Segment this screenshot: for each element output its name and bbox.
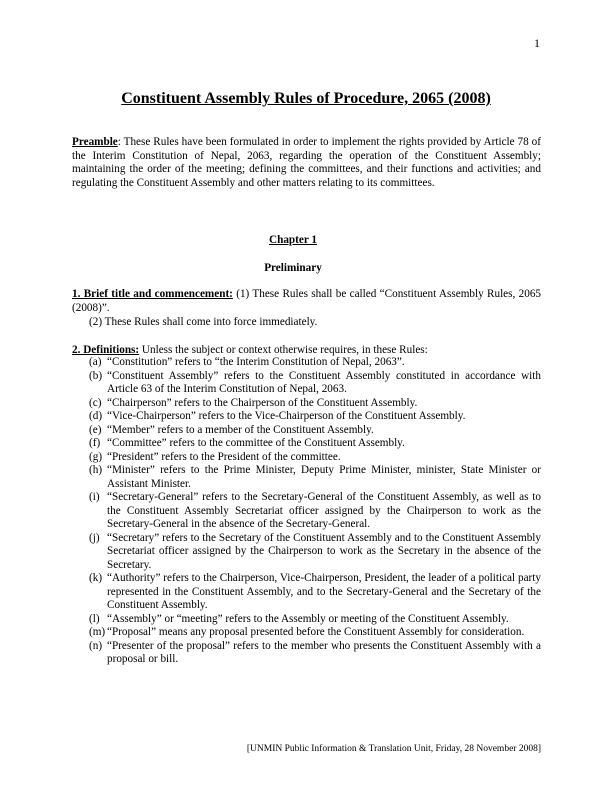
definition-label: (f): [89, 437, 101, 449]
definition-text: “Constitution” refers to “the Interim Constitution of Nepal, 2063”.: [107, 356, 405, 368]
section-1-paragraph: [72, 288, 541, 315]
page-number: 1: [534, 36, 540, 50]
definition-text: “Vice-Chairperson” refers to the Vice-Chairperson of the Constituent Assembly.: [107, 410, 466, 422]
preamble-label: Preamble: [72, 136, 118, 148]
definition-text: “Chairperson” refers to the Chairperson of the Constituent Assembly.: [107, 396, 418, 409]
section-2-intro-line: [72, 344, 541, 356]
definition-item: [89, 424, 541, 438]
definition-label: (m): [89, 626, 106, 638]
definition-text: “Member” refers to a member of the Constituent Assembly.: [107, 423, 374, 436]
definition-text: “Secretary” refers to the Secretary of the Constituent Assembly and to the Constituent Assembly Secretariat officer assigned by the Chairperson to work as the Secretary in the absence of the Secretary.: [107, 531, 541, 571]
definition-text: “Secretary-General” refers to the Secretary-General of the Constituent Assembly, as well as to the Constituent Assembly Secretariat officer assigned by the Chairperson to work as the Secretary-General in the absence of the Secretary-General.: [107, 491, 541, 530]
definition-item: [89, 491, 541, 532]
definition-item: [89, 437, 541, 451]
definition-item: [89, 640, 541, 667]
definition-text: “Presenter of the proposal” refers to the member who presents the Constituent Assembly with a proposal or bill.: [107, 639, 541, 665]
chapter-subheading: Preliminary: [264, 262, 322, 274]
definition-item: [89, 410, 541, 424]
section-1-subclause: (2) These Rules shall come into force immediately.: [89, 316, 318, 328]
definition-label: (k): [89, 572, 103, 584]
definition-text: “President” refers to the President of the committee.: [107, 450, 341, 463]
definition-text: “Proposal” means any proposal presented before the Constituent Assembly for consideration.: [107, 626, 525, 638]
definition-label: (a): [89, 356, 102, 368]
definition-text: “Committee” refers to the committee of the Constituent Assembly.: [107, 437, 405, 449]
section-2-heading: 2. Definitions:: [72, 344, 140, 356]
definition-item: [89, 397, 541, 411]
page-footer: [UNMIN Public Information & Translation Unit, Friday, 28 November 2008]: [246, 744, 541, 754]
definition-text: “Minister” refers to the Prime Minister, Deputy Prime Minister, minister, State Minister or Assistant Minister.: [107, 464, 541, 490]
chapter-heading: Chapter 1: [269, 234, 317, 246]
preamble-paragraph: [72, 136, 541, 190]
definition-item: [89, 613, 541, 627]
definition-text: “Constituent Assembly” refers to the Constituent Assembly constituted in accordance with Article 63 of the Interim Constitution of Nepal, 2063.: [107, 369, 541, 395]
definition-item: [89, 370, 541, 397]
definition-item: [89, 451, 541, 465]
definitions-list: [89, 356, 541, 667]
definition-item: [89, 356, 541, 370]
definition-text: “Authority” refers to the Chairperson, Vice-Chairperson, President, the leader of a political party represented in the Constituent Assembly, and to the Secretary-General and the Secretary of the Constituent Assembly.: [107, 572, 541, 611]
document-title: Constituent Assembly Rules of Procedure, 2065 (2008): [121, 90, 491, 107]
definition-label: (d): [89, 410, 103, 422]
definition-label: (b): [89, 369, 103, 382]
section-1-text: (1) These Rules shall be called “Constituent Assembly Rules, 2065 (2008)”.: [72, 288, 542, 314]
definition-label: (j): [89, 531, 100, 544]
preamble-text: : These Rules have been formulated in order to implement the rights provided by Article 78 of the Interim Constitution of Nepal, 2063, regarding the operation of the Constituent Assembly; maintaining the order of the meeting; defining the committees, and their functions and activities; and regulating the Constituent Assembly and other matters relating to its committees.: [72, 136, 541, 189]
definition-item: [89, 464, 541, 491]
definition-item: [89, 626, 541, 640]
section-2-intro: Unless the subject or context otherwise requires, in these Rules:: [139, 344, 428, 356]
definition-item: [89, 572, 541, 613]
definition-label: (n): [89, 639, 103, 652]
section-1-heading: 1. Brief title and commencement:: [72, 288, 233, 300]
definition-label: (i): [89, 491, 100, 503]
definition-text: “Assembly” or “meeting” refers to the Assembly or meeting of the Constituent Assembly.: [107, 612, 509, 625]
definition-label: (g): [89, 450, 103, 463]
definition-label: (c): [89, 396, 102, 409]
definition-label: (l): [89, 612, 100, 625]
definition-label: (e): [89, 423, 102, 436]
definition-label: (h): [89, 464, 103, 476]
definition-item: [89, 532, 541, 573]
